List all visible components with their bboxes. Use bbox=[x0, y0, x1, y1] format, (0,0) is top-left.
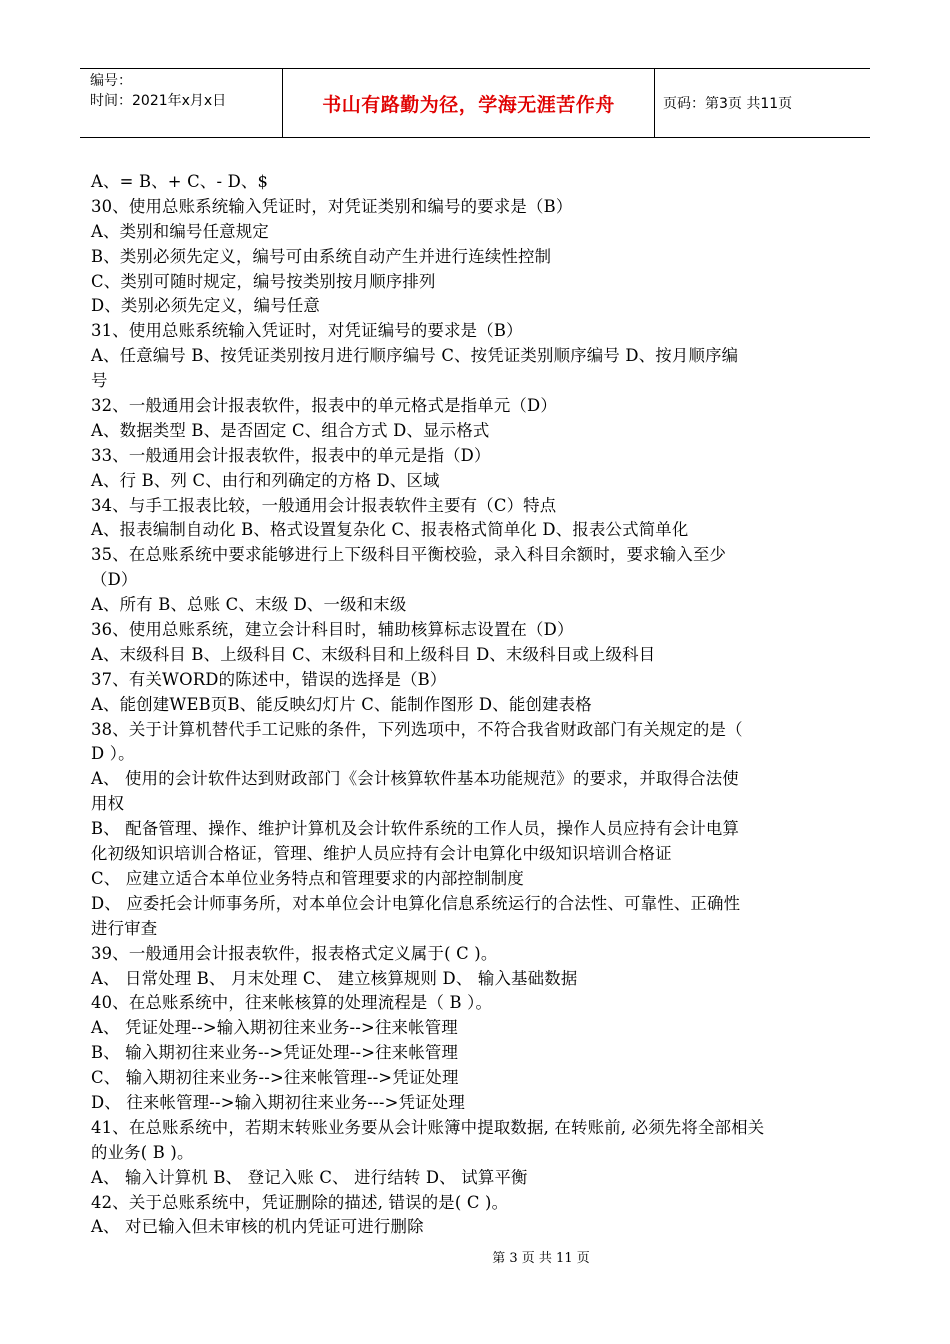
footer-page-number: 第 3 页 共 11 页 bbox=[492, 1251, 590, 1266]
text-line: 用权 bbox=[91, 794, 125, 814]
text-line: A、 输入计算机 B、 登记入账 C、 进行结转 D、 试算平衡 bbox=[91, 1167, 528, 1187]
text-line: A、能创建WEB页B、能反映幻灯片 C、能制作图形 D、能创建表格 bbox=[91, 694, 592, 714]
text-line: A、数据类型 B、是否固定 C、组合方式 D、显示格式 bbox=[91, 420, 490, 440]
text-line: 31、使用总账系统输入凭证时，对凭证编号的要求是（B） bbox=[91, 321, 523, 341]
header-page-cell bbox=[655, 69, 870, 137]
text-line: 34、与手工报表比较，一般通用会计报表软件主要有（C）特点 bbox=[91, 495, 557, 515]
document-date-label: 时间：2021年x月x日 bbox=[90, 93, 227, 109]
text-line: 39、一般通用会计报表软件，报表格式定义属于( C )。 bbox=[91, 943, 498, 963]
text-line: A、 对已输入但未审核的机内凭证可进行删除 bbox=[91, 1217, 424, 1237]
text-line: 41、在总账系统中，若期末转账业务要从会计账簿中提取数据, 在转账前, 必须先将全部相关 bbox=[91, 1117, 765, 1137]
text-line: D、 往来帐管理-->输入期初往来业务--->凭证处理 bbox=[91, 1092, 465, 1112]
page-number-label: 页码：第3页 共11页 bbox=[663, 96, 793, 112]
document-number-label: 编号： bbox=[90, 73, 132, 89]
text-line: A、 日常处理 B、 月末处理 C、 建立核算规则 D、 输入基础数据 bbox=[91, 968, 578, 988]
text-line: B、 输入期初往来业务-->凭证处理-->往来帐管理 bbox=[91, 1043, 459, 1063]
text-line: A、任意编号 B、按凭证类别按月进行顺序编号 C、按凭证类别顺序编号 D、按月顺序编 bbox=[91, 346, 739, 366]
text-line: B、类别必须先定义，编号可由系统自动产生并进行连续性控制 bbox=[91, 246, 552, 266]
text-line: 化初级知识培训合格证，管理、维护人员应持有会计电算化中级知识培训合格证 bbox=[91, 844, 672, 864]
text-line: 40、在总账系统中，往来帐核算的处理流程是（ B ）。 bbox=[91, 993, 493, 1013]
document-body bbox=[91, 170, 861, 1240]
text-line: 32、一般通用会计报表软件，报表中的单元格式是指单元（D） bbox=[91, 396, 557, 416]
text-line: 38、关于计算机替代手工记账的条件，下列选项中，不符合我省财政部门有关规定的是（ bbox=[91, 719, 743, 739]
header-info-cell bbox=[80, 69, 283, 137]
text-line: A、类别和编号任意规定 bbox=[91, 221, 269, 241]
text-line: 42、关于总账系统中，凭证删除的描述, 错误的是( C )。 bbox=[91, 1192, 509, 1212]
motto-text: 书山有路勤为径，学海无涯苦作舟 bbox=[322, 93, 615, 116]
text-line: D、 应委托会计师事务所，对本单位会计电算化信息系统运行的合法性、可靠性、正确性 bbox=[91, 893, 741, 913]
text-line: A、所有 B、总账 C、末级 D、一级和末级 bbox=[91, 595, 407, 615]
text-line: B、 配备管理、操作、维护计算机及会计软件系统的工作人员，操作人员应持有会计电算 bbox=[91, 819, 740, 839]
text-line: 30、使用总账系统输入凭证时，对凭证类别和编号的要求是（B） bbox=[91, 196, 573, 216]
header-motto-cell bbox=[283, 69, 655, 137]
text-line: A、报表编制自动化 B、格式设置复杂化 C、报表格式简单化 D、报表公式简单化 bbox=[91, 520, 689, 540]
text-line: A、 凭证处理-->输入期初往来业务-->往来帐管理 bbox=[91, 1018, 458, 1038]
text-line: 号 bbox=[91, 371, 108, 391]
text-line: 36、使用总账系统，建立会计科目时，辅助核算标志设置在（D） bbox=[91, 620, 574, 640]
text-line: 37、有关WORD的陈述中，错误的选择是（B） bbox=[91, 669, 447, 689]
text-line: 的业务( B )。 bbox=[91, 1142, 194, 1162]
text-line: D、类别必须先定义，编号任意 bbox=[91, 296, 321, 316]
text-line: 进行审查 bbox=[91, 918, 158, 938]
text-line: A、行 B、列 C、由行和列确定的方格 D、区域 bbox=[91, 470, 440, 490]
page-footer bbox=[0, 1247, 950, 1266]
text-line: 35、在总账系统中要求能够进行上下级科目平衡校验，录入科目余额时，要求输入至少 bbox=[91, 545, 727, 565]
text-line: A、= B、+ C、- D、$ bbox=[91, 172, 269, 191]
text-line: C、类别可随时规定，编号按类别按月顺序排列 bbox=[91, 271, 436, 291]
text-line: C、 输入期初往来业务-->往来帐管理-->凭证处理 bbox=[91, 1068, 459, 1088]
text-line: A、 使用的会计软件达到财政部门《会计核算软件基本功能规范》的要求，并取得合法使 bbox=[91, 769, 739, 789]
page-header bbox=[80, 68, 870, 138]
text-line: C、 应建立适合本单位业务特点和管理要求的内部控制制度 bbox=[91, 868, 524, 888]
text-line: 33、一般通用会计报表软件，报表中的单元是指（D） bbox=[91, 445, 491, 465]
text-line: A、末级科目 B、上级科目 C、末级科目和上级科目 D、末级科目或上级科目 bbox=[91, 644, 656, 664]
text-line: D ）。 bbox=[91, 744, 135, 764]
text-line: （D） bbox=[91, 570, 138, 590]
